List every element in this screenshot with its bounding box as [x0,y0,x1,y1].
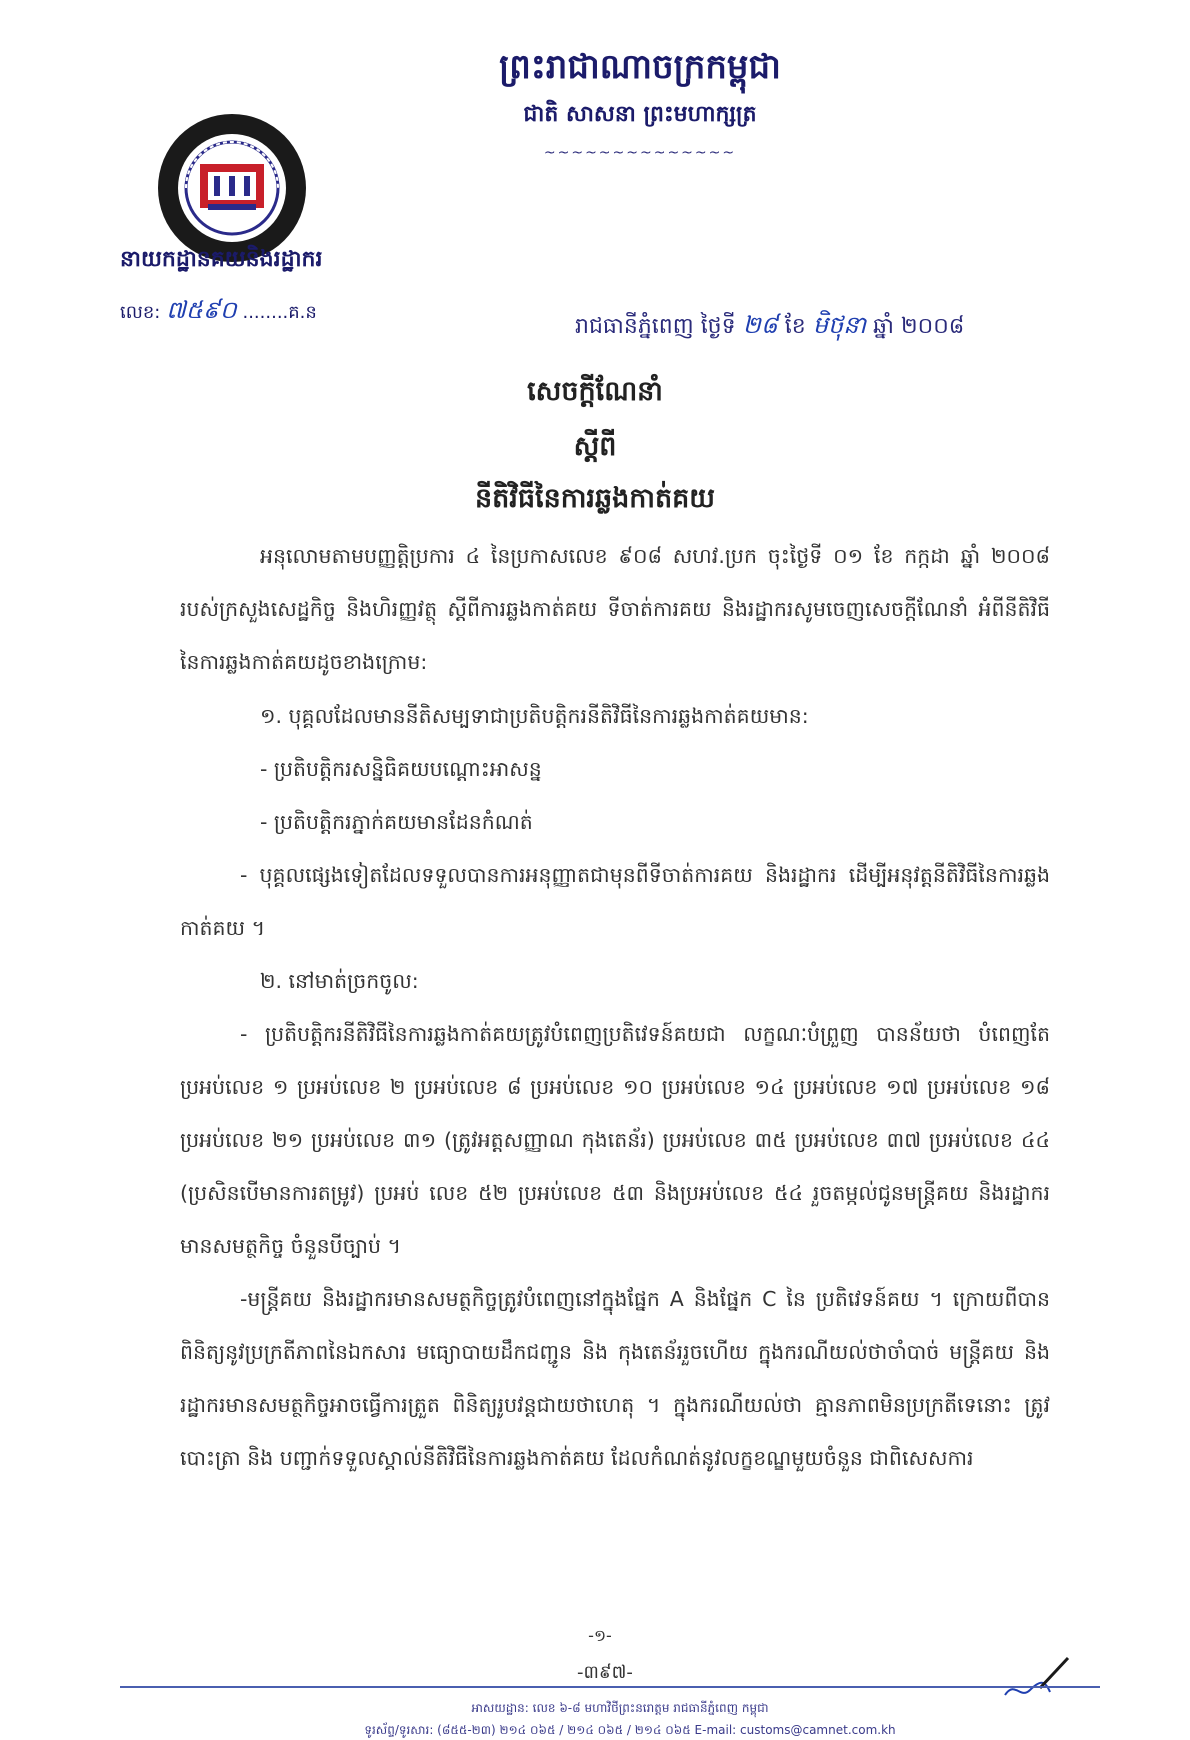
section-2 [180,955,1050,1485]
date-day-handwritten: ២៨ [742,311,778,339]
footer-contact: ទូរស័ព្ទ/ទូរសារ: (៨៥៥-២៣) ២១៤ ០៦៥ / ២១៤ ០៦៥ / ២១៤ ០៦៥ E-mail: customs@camnet.com.kh [364,1723,896,1737]
ref-suffix: ........គ.ន [242,302,317,323]
section-1-item: - បុគ្គលផ្សេងទៀតដែលទទួលបានការអនុញ្ញាតជាមុនពីទីចាត់ការគយ និងរដ្ឋាករ ដើម្បីអនុវត្តនីតិវិធីនៃការឆ្លងកាត់គយ ។ [180,863,1050,940]
date-place-day: រាជធានីភ្នំពេញ ថ្ងៃទី [575,314,736,339]
date-line [575,310,1055,345]
section-1-item: - ប្រតិបត្តិករសន្និធិគយបណ្តោះអាសន្ន [260,757,542,781]
footer-address: អាសយដ្ឋាន: លេខ ៦-៨ មហាវិថីព្រះនរោត្តម រាជធានីភ្នំពេញ កម្ពុជា [471,1701,769,1715]
customs-seal-logo [156,112,308,264]
handwritten-initials [1000,1650,1070,1710]
section-2-paragraph: - ប្រតិបត្តិករនីតិវិធីនៃការឆ្លងកាត់គយត្រូវបំពេញប្រតិវេទន៍គយជា លក្ខណៈបំព្រួញ បានន័យថា បំពេញតែប្រអប់លេខ ១ ប្រអប់លេខ ២ ប្រអប់លេខ ៨ ប្រអប់លេខ ១០ ប្រអប់លេខ ១៤ ប្រអប់លេខ ១៧ ប្រអប់លេខ ១៨ ប្រអប់លេខ ២១ ប្រអប់លេខ ៣១ (ត្រូវអត្តសញ្ញាណ កុងតេន័រ) ប្រអប់លេខ ៣៥ ប្រអប់លេខ ៣៧ ប្រអប់លេខ ៤៤ (ប្រសិនបើមានការតម្រូវ) ប្រអប់ លេខ ៥២ ប្រអប់លេខ ៥៣ និងប្រអប់លេខ ៥៤ រួចតម្កល់ជូនមន្ត្រីគយ និងរដ្ឋាករមានសមត្ថកិច្ច ចំនួនបីច្បាប់ ។ [180,1022,1050,1258]
section-2-heading: ២. នៅមាត់ច្រកចូល: [260,969,419,993]
date-year: ឆ្នាំ ២០០៨ [873,314,965,339]
footer-divider [120,1686,1100,1688]
department-name: នាយកដ្ឋានគយនិងរដ្ឋាករ [120,247,323,272]
document-title: សេចក្តីណែនាំ [527,376,663,407]
ornament-divider: ~~~~~~~~~~~~~~ [543,145,737,161]
page-number: -១- [588,1626,612,1645]
date-month-label: ខែ [784,314,806,339]
section-2-paragraph: -មន្ត្រីគយ និងរដ្ឋាករមានសមត្ថកិច្ចត្រូវបំពេញនៅក្នុងផ្នែក A និងផ្នែក C នៃ ប្រតិវេទន៍គយ ។ ក្រោយពីបានពិនិត្យនូវប្រក្រតីភាពនៃឯកសារ មធ្យោបាយដឹកជញ្ជូន និង កុងតេន័ររួចហើយ ក្នុងករណីយល់ថាចាំបាច់ មន្ត្រីគយ និងរដ្ឋាករមានសមត្ថកិច្ចអាចធ្វើការត្រួត ពិនិត្យរូបវន្តជាយថាហេតុ ។ ក្នុងករណីយល់ថា គ្មានភាពមិនប្រក្រតីទេនោះ ត្រូវបោះត្រា និង បញ្ជាក់ទទួលស្គាល់នីតិវិធីនៃការឆ្លងកាត់គយ ដែលកំណត់នូវលក្ខខណ្ឌមួយចំនួន ជាពិសេសការ [180,1287,1050,1470]
section-1 [180,690,1050,955]
folio-number: -៣៩៧- [577,1662,633,1683]
intro-paragraph: អនុលោមតាមបញ្ញត្តិប្រការ ៤ នៃប្រកាសលេខ ៩០៨ សហវ.ប្រក ចុះថ្ងៃទី ០១ ខែ កក្កដា ឆ្នាំ ២០០៨ របស់ក្រសួងសេដ្ឋកិច្ច និងហិរញ្ញវត្ថុ ស្តីពីការឆ្លងកាត់គយ ទីចាត់ការគយ និងរដ្ឋាករសូមចេញសេចក្តីណែនាំ អំពីនីតិវិធីនៃការឆ្លងកាត់គយដូចខាងក្រោម: [180,544,1050,674]
section-1-item: - ប្រតិបត្តិករភ្នាក់គយមានដែនកំណត់ [260,810,533,834]
section-1-heading: ១. បុគ្គលដែលមាននីតិសម្បទាជាប្រតិបត្តិករនីតិវិធីនៃការឆ្លងកាត់គយមាន: [260,704,809,728]
reference-number [120,295,380,330]
date-month-handwritten: មិថុនា [812,311,867,339]
document-title-about: ស្តីពី [573,431,617,462]
motto: ជាតិ សាសនា ព្រះមហាក្សត្រ [523,102,757,127]
kingdom-heading: ព្រះរាជាណាចក្រកម្ពុជា [499,47,781,87]
ref-number-handwritten: ៧៥៩០ [166,296,237,324]
document-subject: នីតិវិធីនៃការឆ្លងកាត់គយ [475,483,715,514]
ref-prefix: លេខ: [120,302,161,323]
